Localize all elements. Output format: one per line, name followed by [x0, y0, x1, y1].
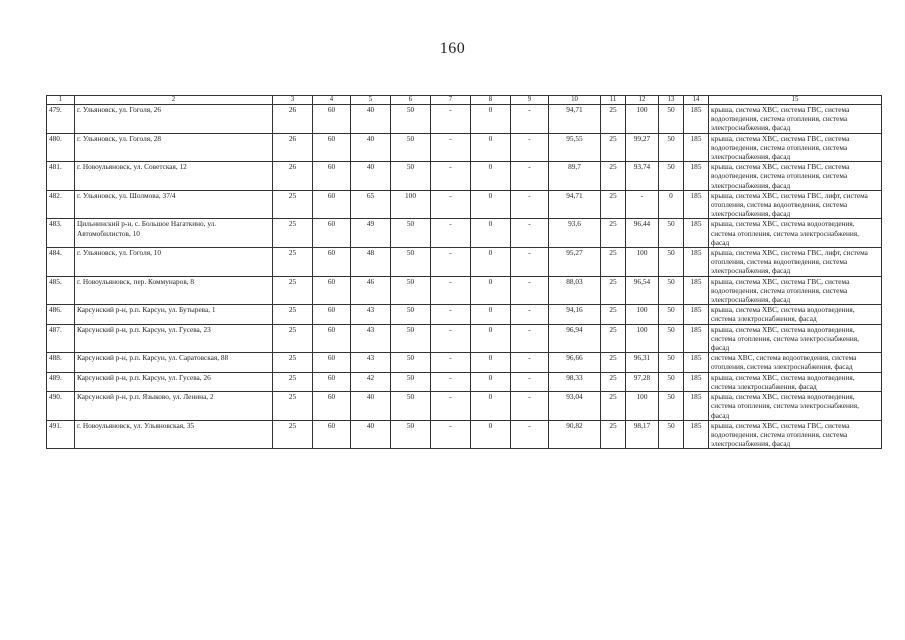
works-cell: крыша, система ХВС, система ГВС, система водоотведения, система отопления, система электроснабжения, фасад	[709, 420, 882, 449]
value-cell-14: 185	[684, 276, 709, 305]
value-cell-10: 95,55	[549, 133, 601, 162]
page-number: 160	[439, 40, 466, 57]
value-cell-9: -	[511, 324, 549, 353]
row-number: 488.	[47, 353, 75, 372]
value-cell-9: -	[511, 392, 549, 421]
value-cell-7: -	[431, 162, 471, 191]
value-cell-14: 185	[684, 248, 709, 277]
value-cell-13: 50	[659, 162, 684, 191]
address-cell: г. Ульяновск, ул. Гоголя, 28	[75, 133, 273, 162]
works-cell: крыша, система ХВС, система ГВС, система водоотведения, система отопления, система электроснабжения, фасад	[709, 105, 882, 134]
value-cell-3: 26	[273, 105, 313, 134]
table-row	[47, 276, 882, 305]
works-cell: крыша, система ХВС, система ГВС, лифт, система отопления, система водоотведения, система электроснабжения, фасад	[709, 190, 882, 219]
value-cell-4: 60	[313, 133, 351, 162]
value-cell-5: 49	[351, 219, 391, 248]
value-cell-7: -	[431, 276, 471, 305]
value-cell-11: 25	[601, 105, 626, 134]
address-cell: Карсунский р-н, р.п. Языково, ул. Ленина, 2	[75, 392, 273, 421]
column-number-row	[47, 96, 882, 105]
table-row	[47, 392, 882, 421]
value-cell-13: 50	[659, 372, 684, 391]
value-cell-8: 0	[471, 353, 511, 372]
column-header-5: 5	[351, 96, 391, 105]
row-number: 491.	[47, 420, 75, 449]
table-row	[47, 353, 882, 372]
works-cell: крыша, система ХВС, система ГВС, система водоотведения, система отопления, система электроснабжения, фасад	[709, 162, 882, 191]
value-cell-3: 25	[273, 392, 313, 421]
value-cell-4: 60	[313, 420, 351, 449]
value-cell-9: -	[511, 133, 549, 162]
value-cell-6: 50	[391, 353, 431, 372]
value-cell-12: 100	[626, 305, 659, 324]
value-cell-10: 95,27	[549, 248, 601, 277]
value-cell-6: 50	[391, 392, 431, 421]
value-cell-10: 94,71	[549, 190, 601, 219]
row-number: 486.	[47, 305, 75, 324]
table-row	[47, 219, 882, 248]
row-number: 481.	[47, 162, 75, 191]
table-row	[47, 324, 882, 353]
value-cell-6: 100	[391, 190, 431, 219]
column-header-15: 15	[709, 96, 882, 105]
value-cell-6: 50	[391, 324, 431, 353]
value-cell-14: 185	[684, 133, 709, 162]
value-cell-14: 185	[684, 190, 709, 219]
works-cell: крыша, система ХВС, система водоотведения, система отопления, система электроснабжения, фасад	[709, 219, 882, 248]
value-cell-8: 0	[471, 392, 511, 421]
address-cell: Цильнинский р-н, с. Большое Нагаткино, ул. Автомобилистов, 10	[75, 219, 273, 248]
value-cell-14: 185	[684, 219, 709, 248]
value-cell-10: 89,7	[549, 162, 601, 191]
address-cell: Карсунский р-н, р.п. Карсун, ул. Саратовская, 88	[75, 353, 273, 372]
housing-register-table	[46, 95, 882, 449]
row-number: 490.	[47, 392, 75, 421]
value-cell-5: 48	[351, 248, 391, 277]
value-cell-10: 94,71	[549, 105, 601, 134]
address-cell: Карсунский р-н, р.п. Карсун, ул. Бутырева, 1	[75, 305, 273, 324]
column-header-10: 10	[549, 96, 601, 105]
value-cell-4: 60	[313, 105, 351, 134]
value-cell-14: 185	[684, 372, 709, 391]
value-cell-11: 25	[601, 248, 626, 277]
value-cell-7: -	[431, 305, 471, 324]
value-cell-14: 185	[684, 105, 709, 134]
value-cell-13: 50	[659, 324, 684, 353]
value-cell-8: 0	[471, 105, 511, 134]
value-cell-3: 25	[273, 372, 313, 391]
value-cell-11: 25	[601, 353, 626, 372]
column-header-11: 11	[601, 96, 626, 105]
value-cell-7: -	[431, 248, 471, 277]
value-cell-13: 50	[659, 305, 684, 324]
value-cell-4: 60	[313, 248, 351, 277]
value-cell-10: 96,94	[549, 324, 601, 353]
address-cell: г. Ульяновск, ул. Шолмова, 37/4	[75, 190, 273, 219]
value-cell-12: 100	[626, 324, 659, 353]
works-cell: крыша, система ХВС, система ГВС, лифт, система отопления, система водоотведения, система электроснабжения, фасад	[709, 248, 882, 277]
table-row	[47, 305, 882, 324]
column-header-4: 4	[313, 96, 351, 105]
value-cell-3: 25	[273, 353, 313, 372]
column-header-2: 2	[75, 96, 273, 105]
works-cell: крыша, система ХВС, система водоотведения, система отопления, система электроснабжения, фасад	[709, 392, 882, 421]
works-cell: система ХВС, система водоотведения, система отопления, система электроснабжения, фасад	[709, 353, 882, 372]
column-header-12: 12	[626, 96, 659, 105]
value-cell-5: 43	[351, 305, 391, 324]
value-cell-13: 0	[659, 190, 684, 219]
value-cell-7: -	[431, 392, 471, 421]
address-cell: г. Новоульяновск, пер. Коммунаров, 8	[75, 276, 273, 305]
value-cell-6: 50	[391, 372, 431, 391]
value-cell-4: 60	[313, 324, 351, 353]
value-cell-8: 0	[471, 248, 511, 277]
value-cell-9: -	[511, 162, 549, 191]
value-cell-8: 0	[471, 372, 511, 391]
column-header-1: 1	[47, 96, 75, 105]
value-cell-13: 50	[659, 248, 684, 277]
column-header-7: 7	[431, 96, 471, 105]
row-number: 482.	[47, 190, 75, 219]
value-cell-7: -	[431, 219, 471, 248]
row-number: 489.	[47, 372, 75, 391]
value-cell-6: 50	[391, 162, 431, 191]
row-number: 487.	[47, 324, 75, 353]
value-cell-5: 46	[351, 276, 391, 305]
value-cell-8: 0	[471, 190, 511, 219]
address-cell: г. Ульяновск, ул. Гоголя, 26	[75, 105, 273, 134]
value-cell-7: -	[431, 353, 471, 372]
column-header-8: 8	[471, 96, 511, 105]
value-cell-11: 25	[601, 324, 626, 353]
value-cell-10: 94,16	[549, 305, 601, 324]
value-cell-4: 60	[313, 162, 351, 191]
table-row	[47, 420, 882, 449]
value-cell-7: -	[431, 324, 471, 353]
value-cell-12: 96,54	[626, 276, 659, 305]
value-cell-11: 25	[601, 392, 626, 421]
value-cell-7: -	[431, 372, 471, 391]
value-cell-8: 0	[471, 324, 511, 353]
value-cell-9: -	[511, 353, 549, 372]
value-cell-14: 185	[684, 392, 709, 421]
value-cell-7: -	[431, 105, 471, 134]
value-cell-5: 40	[351, 420, 391, 449]
value-cell-11: 25	[601, 190, 626, 219]
value-cell-8: 0	[471, 420, 511, 449]
value-cell-8: 0	[471, 276, 511, 305]
value-cell-6: 50	[391, 276, 431, 305]
value-cell-14: 185	[684, 162, 709, 191]
works-cell: крыша, система ХВС, система водоотведения, система электроснабжения, фасад	[709, 305, 882, 324]
value-cell-5: 43	[351, 353, 391, 372]
column-header-13: 13	[659, 96, 684, 105]
column-header-14: 14	[684, 96, 709, 105]
column-header-6: 6	[391, 96, 431, 105]
value-cell-8: 0	[471, 219, 511, 248]
value-cell-9: -	[511, 219, 549, 248]
value-cell-13: 50	[659, 105, 684, 134]
table-row	[47, 105, 882, 134]
value-cell-14: 185	[684, 420, 709, 449]
table-row	[47, 372, 882, 391]
table-row	[47, 162, 882, 191]
value-cell-5: 42	[351, 372, 391, 391]
value-cell-12: 96,44	[626, 219, 659, 248]
value-cell-6: 50	[391, 248, 431, 277]
value-cell-12: 97,28	[626, 372, 659, 391]
value-cell-4: 60	[313, 305, 351, 324]
value-cell-3: 25	[273, 190, 313, 219]
value-cell-9: -	[511, 190, 549, 219]
value-cell-10: 96,66	[549, 353, 601, 372]
value-cell-5: 40	[351, 105, 391, 134]
address-cell: Карсунский р-н, р.п. Карсун, ул. Гусева, 23	[75, 324, 273, 353]
value-cell-12: 100	[626, 248, 659, 277]
value-cell-4: 60	[313, 392, 351, 421]
value-cell-4: 60	[313, 219, 351, 248]
value-cell-11: 25	[601, 276, 626, 305]
value-cell-8: 0	[471, 305, 511, 324]
table-row	[47, 248, 882, 277]
value-cell-10: 93,04	[549, 392, 601, 421]
value-cell-10: 98,33	[549, 372, 601, 391]
value-cell-9: -	[511, 105, 549, 134]
row-number: 480.	[47, 133, 75, 162]
value-cell-9: -	[511, 305, 549, 324]
value-cell-9: -	[511, 276, 549, 305]
value-cell-6: 50	[391, 219, 431, 248]
value-cell-6: 50	[391, 105, 431, 134]
value-cell-4: 60	[313, 276, 351, 305]
value-cell-7: -	[431, 133, 471, 162]
value-cell-11: 25	[601, 133, 626, 162]
value-cell-11: 25	[601, 219, 626, 248]
row-number: 483.	[47, 219, 75, 248]
row-number: 479.	[47, 105, 75, 134]
value-cell-3: 25	[273, 276, 313, 305]
value-cell-13: 50	[659, 420, 684, 449]
value-cell-10: 90,82	[549, 420, 601, 449]
value-cell-12: -	[626, 190, 659, 219]
value-cell-3: 25	[273, 420, 313, 449]
value-cell-13: 50	[659, 133, 684, 162]
value-cell-4: 60	[313, 372, 351, 391]
value-cell-13: 50	[659, 353, 684, 372]
value-cell-5: 40	[351, 133, 391, 162]
value-cell-4: 60	[313, 190, 351, 219]
value-cell-12: 100	[626, 392, 659, 421]
works-cell: крыша, система ХВС, система водоотведения, система отопления, система электроснабжения, фасад	[709, 324, 882, 353]
value-cell-12: 99,27	[626, 133, 659, 162]
value-cell-9: -	[511, 372, 549, 391]
value-cell-11: 25	[601, 305, 626, 324]
value-cell-3: 25	[273, 305, 313, 324]
value-cell-5: 40	[351, 392, 391, 421]
column-header-3: 3	[273, 96, 313, 105]
value-cell-14: 185	[684, 305, 709, 324]
value-cell-5: 40	[351, 162, 391, 191]
value-cell-9: -	[511, 248, 549, 277]
value-cell-8: 0	[471, 133, 511, 162]
value-cell-13: 50	[659, 392, 684, 421]
value-cell-10: 88,03	[549, 276, 601, 305]
value-cell-13: 50	[659, 219, 684, 248]
value-cell-9: -	[511, 420, 549, 449]
value-cell-12: 100	[626, 105, 659, 134]
value-cell-6: 50	[391, 133, 431, 162]
works-cell: крыша, система ХВС, система ГВС, система водоотведения, система отопления, система электроснабжения, фасад	[709, 276, 882, 305]
value-cell-3: 25	[273, 248, 313, 277]
value-cell-6: 50	[391, 420, 431, 449]
value-cell-12: 98,17	[626, 420, 659, 449]
value-cell-8: 0	[471, 162, 511, 191]
value-cell-5: 65	[351, 190, 391, 219]
value-cell-3: 25	[273, 219, 313, 248]
value-cell-3: 25	[273, 324, 313, 353]
works-cell: крыша, система ХВС, система водоотведения, система электроснабжения, фасад	[709, 372, 882, 391]
value-cell-14: 185	[684, 353, 709, 372]
column-header-9: 9	[511, 96, 549, 105]
value-cell-10: 93,6	[549, 219, 601, 248]
works-cell: крыша, система ХВС, система ГВС, система водоотведения, система отопления, система электроснабжения, фасад	[709, 133, 882, 162]
value-cell-4: 60	[313, 353, 351, 372]
value-cell-11: 25	[601, 420, 626, 449]
table-row	[47, 133, 882, 162]
address-cell: г. Новоульяновск, ул. Ульяновская, 35	[75, 420, 273, 449]
value-cell-3: 26	[273, 133, 313, 162]
value-cell-3: 26	[273, 162, 313, 191]
value-cell-12: 93,74	[626, 162, 659, 191]
value-cell-5: 43	[351, 324, 391, 353]
address-cell: г. Ульяновск, ул. Гоголя, 10	[75, 248, 273, 277]
table-body	[47, 105, 882, 449]
row-number: 485.	[47, 276, 75, 305]
value-cell-12: 96,31	[626, 353, 659, 372]
row-number: 484.	[47, 248, 75, 277]
address-cell: г. Новоульяновск, ул. Советская, 12	[75, 162, 273, 191]
value-cell-7: -	[431, 420, 471, 449]
value-cell-14: 185	[684, 324, 709, 353]
value-cell-7: -	[431, 190, 471, 219]
value-cell-13: 50	[659, 276, 684, 305]
value-cell-11: 25	[601, 162, 626, 191]
value-cell-11: 25	[601, 372, 626, 391]
table-row	[47, 190, 882, 219]
address-cell: Карсунский р-н, р.п. Карсун, ул. Гусева, 26	[75, 372, 273, 391]
value-cell-6: 50	[391, 305, 431, 324]
